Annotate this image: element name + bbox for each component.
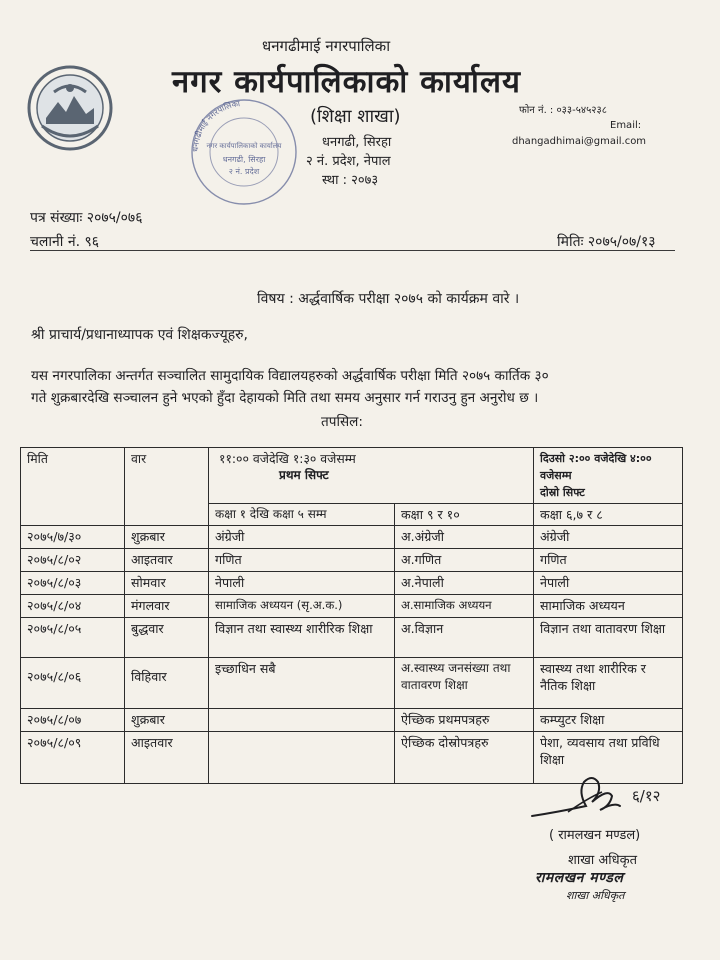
row-grade-6-8: सामाजिक अध्ययन: [534, 595, 683, 618]
name-stamp: रामलखन मण्डल: [535, 870, 624, 886]
address-line-3: स्था : २०७३: [322, 173, 379, 188]
dispatch-number: चलानी नं. ९६: [30, 234, 100, 250]
row-grade-1-5: गणित: [209, 549, 395, 572]
phone-number: फोन नं. : ०३३-५४५२३८: [519, 105, 607, 116]
subheader-grade-9-10: कक्षा ९ र १०: [395, 504, 534, 526]
table-header-row: [21, 448, 683, 504]
signatory-name: ( रामलखन मण्डल): [549, 828, 641, 843]
shift-2-time-b: वजेसम्म: [540, 469, 572, 482]
row-day: विहिवार: [125, 658, 209, 709]
subheader-grade-6-8: कक्षा ६,७ र ८: [534, 504, 683, 526]
table-row: [21, 549, 683, 572]
row-grade-9-10: अ.अंग्रेजी: [395, 526, 534, 549]
address-line-2: २ नं. प्रदेश, नेपाल: [306, 154, 391, 169]
header-day: वार: [125, 448, 209, 526]
row-grade-9-10: अ.गणित: [395, 549, 534, 572]
row-grade-1-5: इच्छाधिन सबै: [209, 658, 395, 709]
office-round-stamp: [180, 90, 308, 208]
row-date: २०७५/७/३०: [21, 526, 125, 549]
tapasil-heading: तपसिल:: [321, 414, 363, 430]
row-grade-6-8: पेशा, व्यवसाय तथा प्रविधि शिक्षा: [534, 732, 683, 784]
row-date: २०७५/८/०४: [21, 595, 125, 618]
shift-1-time: ११:०० वजेदेखि १:३० वजेसम्म: [219, 451, 356, 466]
row-grade-1-5: अंग्रेजी: [209, 526, 395, 549]
row-day: आइतवार: [125, 732, 209, 784]
round-stamp-line-3: धनगढी, सिरहा: [222, 155, 266, 164]
header-date: मिति: [21, 448, 125, 526]
letter-date: मितिः २०७५/०७/१३: [557, 234, 656, 250]
round-stamp-text: धनगढीमाई नगरपालिका: [190, 99, 241, 153]
salutation: श्री प्राचार्य/प्रधानाध्यापक एवं शिक्षकज्यूहरु,: [31, 327, 248, 343]
row-date: २०७५/८/०९: [21, 732, 125, 784]
signatory-post: शाखा अधिकृत: [568, 853, 638, 868]
row-day: शुक्रबार: [125, 526, 209, 549]
table-row: [21, 595, 683, 618]
row-grade-9-10: अ.स्वास्थ्य जनसंख्या तथा वातावरण शिक्षा: [395, 658, 534, 709]
row-day: सोमवार: [125, 572, 209, 595]
row-grade-9-10: ऐच्छिक प्रथमपत्रहरु: [395, 709, 534, 732]
body-line-1: यस नगरपालिका अन्तर्गत सञ्चालित सामुदायिक विद्यालयहरुको अर्द्धवार्षिक परीक्षा मिति २०७५ कार्तिक ३०: [31, 368, 549, 384]
row-day: मंगलवार: [125, 595, 209, 618]
row-grade-1-5: सामाजिक अध्ययन (सृ.अ.क.): [209, 595, 395, 618]
row-grade-6-8: विज्ञान तथा वातावरण शिक्षा: [534, 618, 683, 658]
row-grade-6-8: अंग्रेजी: [534, 526, 683, 549]
row-grade-9-10: ऐच्छिक दोस्रोपत्रहरु: [395, 732, 534, 784]
row-date: २०७५/८/०३: [21, 572, 125, 595]
row-grade-9-10: अ.विज्ञान: [395, 618, 534, 658]
row-grade-6-8: कम्प्युटर शिक्षा: [534, 709, 683, 732]
shift-2-name: दोस्रो सिफ्ट: [540, 486, 585, 499]
post-stamp: शाखा अधिकृत: [566, 889, 625, 902]
table-row: [21, 709, 683, 732]
row-grade-9-10: अ.सामाजिक अध्ययन: [395, 595, 534, 618]
row-grade-6-8: गणित: [534, 549, 683, 572]
email-label: Email:: [610, 120, 642, 131]
row-grade-1-5: [209, 732, 395, 784]
nepal-emblem-icon: [24, 62, 116, 154]
header-shift-2: [534, 448, 683, 504]
row-grade-9-10: अ.नेपाली: [395, 572, 534, 595]
subheader-grade-1-5: कक्षा १ देखि कक्षा ५ सम्म: [209, 504, 395, 526]
row-date: २०७५/८/०७: [21, 709, 125, 732]
address-line-1: धनगढी, सिरहा: [322, 135, 392, 150]
table-row: [21, 618, 683, 658]
row-grade-1-5: [209, 709, 395, 732]
round-stamp-line-4: २ नं. प्रदेश: [228, 167, 260, 176]
table-row: [21, 658, 683, 709]
row-day: शुक्रबार: [125, 709, 209, 732]
round-stamp-line-2: नगर कार्यपालिकाको कार्यालय: [206, 142, 282, 150]
office-title: नगर कार्यपालिकाको कार्यालय: [172, 64, 521, 100]
reference-divider: [30, 250, 675, 251]
row-grade-6-8: नेपाली: [534, 572, 683, 595]
body-line-2: गते शुक्रबारदेखि सञ्चालन हुने भएको हुँदा देहायको मिति तथा समय अनुसार गर्न गराउनु हुन अनुरोध छ ।: [31, 390, 539, 406]
signature-scribble-icon: [528, 772, 688, 820]
row-grade-6-8: स्वास्थ्य तथा शारीरिक र नैतिक शिक्षा: [534, 658, 683, 709]
shift-1-name: प्रथम सिफ्ट: [279, 468, 329, 482]
exam-schedule-table: [20, 447, 683, 784]
subject-line: विषय : अर्द्धवार्षिक परीक्षा २०७५ को कार्यक्रम वारे ।: [257, 291, 520, 307]
row-date: २०७५/८/०५: [21, 618, 125, 658]
row-day: बुद्धवार: [125, 618, 209, 658]
row-date: २०७५/८/०६: [21, 658, 125, 709]
row-date: २०७५/८/०२: [21, 549, 125, 572]
municipality-name: धनगढीमाई नगरपालिका: [262, 37, 391, 55]
shift-2-time-a: दिउसो २:०० वजेदेखि ४:००: [540, 452, 652, 465]
signature-date: ६/१२: [632, 787, 661, 805]
row-grade-1-5: नेपाली: [209, 572, 395, 595]
letter-number: पत्र संख्याः २०७५/०७६: [30, 210, 143, 226]
section-name: (शिक्षा शाखा): [310, 106, 401, 127]
email-address: dhangadhimai@gmail.com: [512, 136, 647, 147]
row-grade-1-5: विज्ञान तथा स्वास्थ्य शारीरिक शिक्षा: [209, 618, 395, 658]
table-row: [21, 526, 683, 549]
row-day: आइतवार: [125, 549, 209, 572]
header-shift-1: [209, 448, 534, 504]
table-row: [21, 572, 683, 595]
